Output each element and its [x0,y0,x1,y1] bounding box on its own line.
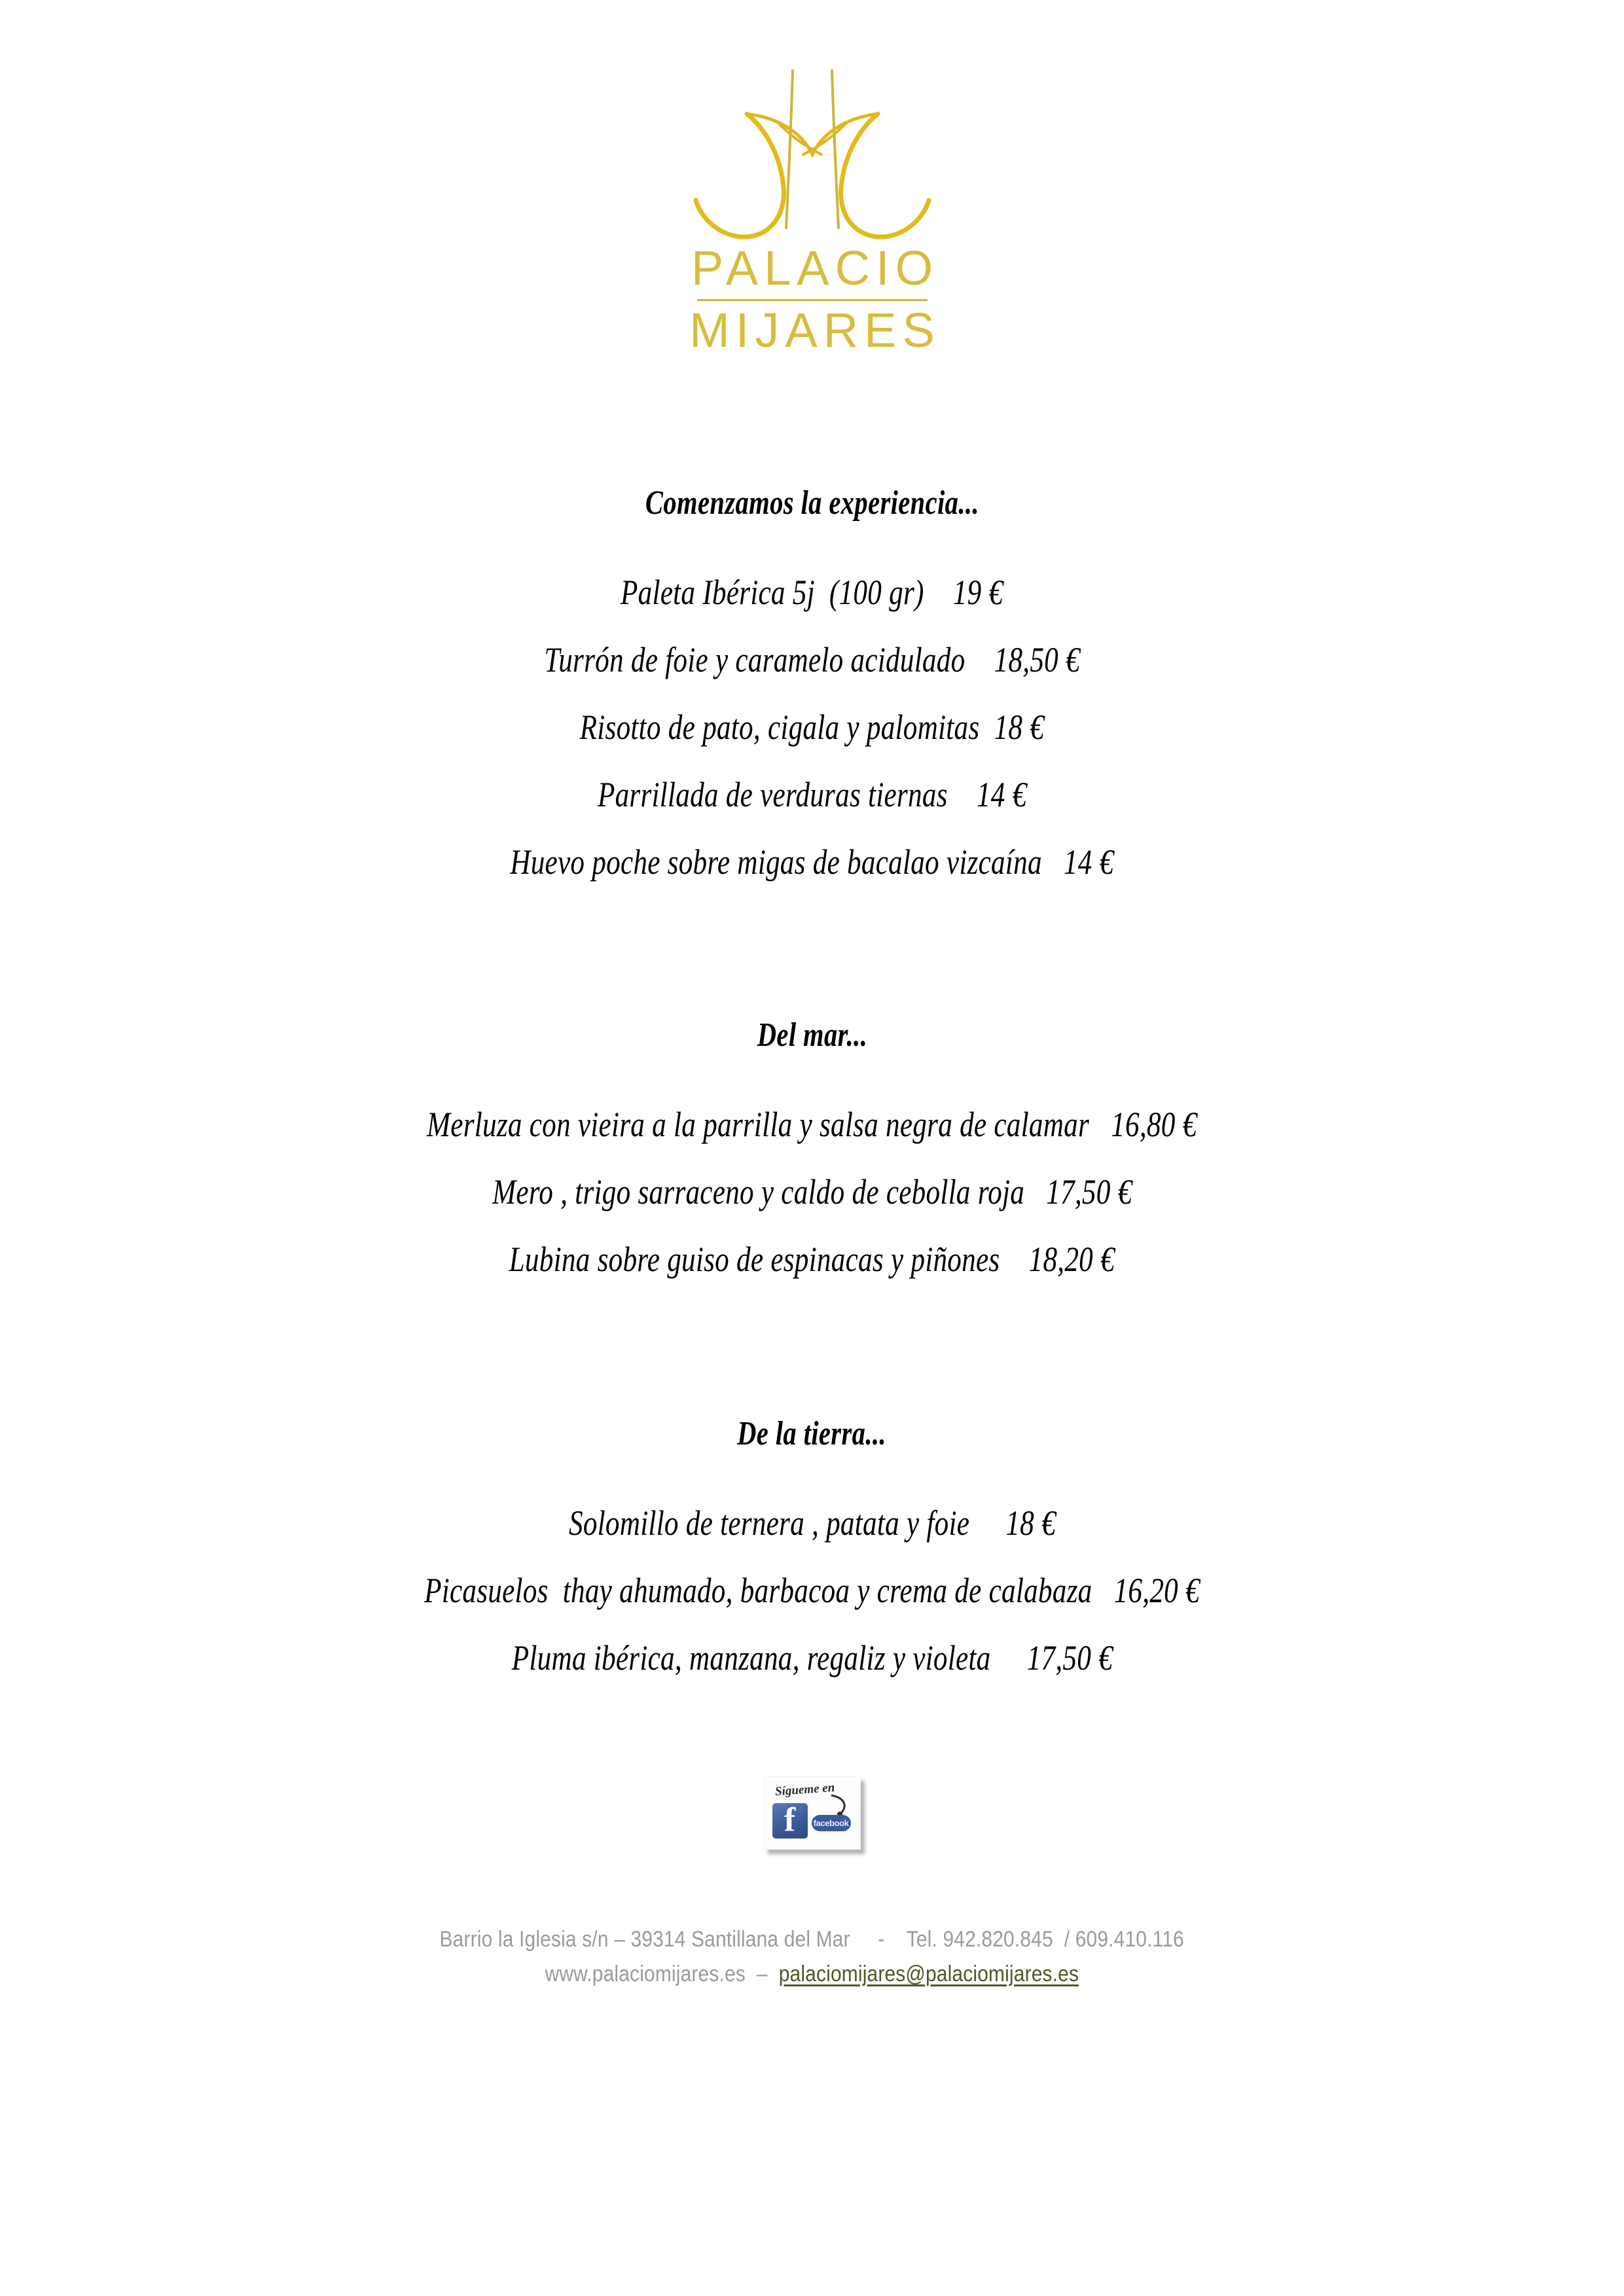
menu-item-list [331,1104,1293,1280]
menu-item: Huevo poche sobre migas de bacalao vizcaína 14 € [510,842,1114,882]
menu-item: Pluma ibérica, manzana, regaliz y violeta 17,50 € [511,1638,1113,1678]
follow-me-label: Sígueme en [774,1780,835,1799]
menu-section-starters [0,353,1624,882]
facebook-pill-label[interactable]: facebook [812,1815,851,1831]
menu-item: Risotto de pato, cigala y palomitas 18 € [579,708,1045,747]
menu-item: Picasuelos thay ahumado, barbacoa y crema de calabaza 16,20 € [424,1571,1200,1611]
section-title: Del mar... [757,1016,867,1054]
page-footer [0,1927,1624,1987]
menu-item: Merluza con vieira a la parrilla y salsa negra de calamar 16,80 € [427,1105,1197,1145]
menu-item-list [327,1503,1297,1678]
menu-section-land [0,1280,1624,1678]
logo-word-mijares: MIJARES [689,302,941,357]
menu-item: Turrón de foie y caramelo acidulado 18,50 € [544,640,1080,680]
menu-item: Paleta Ibérica 5j (100 gr) 19 € [621,573,1003,613]
facebook-icon[interactable]: f [772,1803,808,1839]
footer-separator: – [746,1962,779,1987]
footer-website[interactable]: www.palaciomijares.es [545,1962,746,1987]
menu-item: Mero , trigo sarraceno y caldo de cebolla roja 17,50 € [492,1172,1132,1212]
menu-item: Solomillo de ternera , patata y foie 18 € [568,1503,1056,1543]
restaurant-logo [672,63,953,357]
facebook-follow-badge[interactable] [764,1776,861,1850]
footer-contact [545,1962,1079,1987]
logo-word-palacio: PALACIO [691,241,939,295]
footer-email-link[interactable]: palaciomijares@palaciomijares.es [778,1962,1079,1987]
menu-item: Lubina sobre guiso de espinacas y piñones 18,20 € [509,1240,1115,1280]
section-title: De la tierra... [737,1415,887,1453]
menu-content [0,353,1624,1678]
menu-item: Parrillada de verduras tiernas 14 € [597,775,1027,815]
section-title: Comenzamos la experiencia... [645,484,979,522]
logo-divider [697,299,928,301]
menu-item-list [435,572,1189,882]
footer-address: Barrio la Iglesia s/n – 39314 Santillana del Mar - Tel. 942.820.845 / 609.410.116 [439,1927,1185,1952]
menu-section-sea [0,882,1624,1280]
crown-emblem-icon [681,63,943,249]
